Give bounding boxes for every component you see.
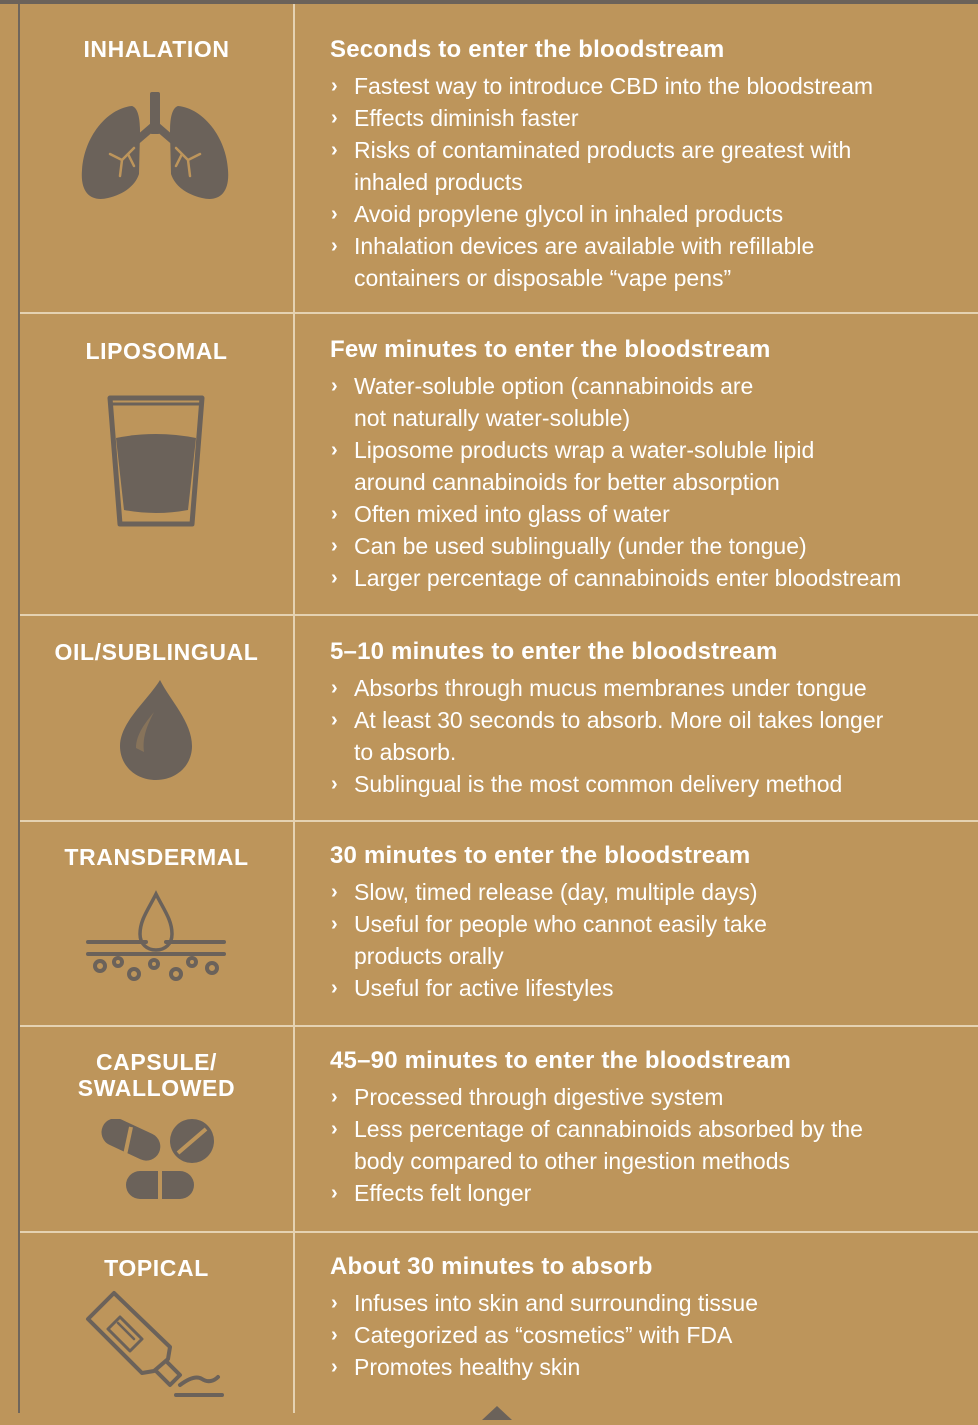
chevron-right-icon: › — [331, 1118, 338, 1140]
list-item: › Larger percentage of cannabinoids enter bloodstream — [330, 562, 978, 594]
details-list — [330, 1081, 970, 1209]
list-item: › Processed through digestive system — [330, 1081, 970, 1113]
column-divider — [293, 4, 295, 1413]
delivery-row-inhalation — [20, 4, 978, 314]
absorption-time-heading: 45–90 minutes to enter the bloodstream — [330, 1047, 792, 1074]
method-details — [330, 1251, 970, 1383]
list-item: › Liposome products wrap a water-soluble lipid around cannabinoids for better absorption — [330, 434, 884, 498]
chevron-right-icon: › — [331, 1324, 338, 1346]
method-details — [330, 1045, 970, 1209]
chevron-right-icon: › — [331, 203, 338, 225]
delivery-row-oil-sublingual — [20, 616, 978, 822]
chevron-right-icon: › — [331, 1292, 338, 1314]
delivery-row-topical — [20, 1233, 978, 1413]
list-item: › Fastest way to introduce CBD into the bloodstream — [330, 70, 970, 102]
chevron-right-icon: › — [331, 439, 338, 461]
details-list — [330, 1287, 970, 1383]
absorption-time-heading: Few minutes to enter the bloodstream — [330, 336, 771, 363]
chevron-right-icon: › — [331, 567, 338, 589]
absorption-time-heading: 30 minutes to enter the bloodstream — [330, 842, 751, 869]
list-item: › Useful for active lifestyles — [330, 972, 970, 1004]
chevron-right-icon: › — [331, 913, 338, 935]
list-item: › At least 30 seconds to absorb. More oil takes longer to absorb. — [330, 704, 884, 768]
list-item: › Absorbs through mucus membranes under tongue — [330, 672, 970, 704]
list-item: › Sublingual is the most common delivery method — [330, 768, 970, 800]
details-list — [330, 672, 970, 800]
bottom-tab-marker — [482, 1406, 512, 1420]
list-item: › Effects diminish faster — [330, 102, 970, 134]
list-item: › Inhalation devices are available with refillable containers or disposable “vape pens” — [330, 230, 894, 294]
chevron-right-icon: › — [331, 139, 338, 161]
chevron-right-icon: › — [331, 503, 338, 525]
chevron-right-icon: › — [331, 75, 338, 97]
chevron-right-icon: › — [331, 773, 338, 795]
chevron-right-icon: › — [331, 107, 338, 129]
method-details — [330, 636, 970, 800]
method-label: OIL/SUBLINGUAL — [54, 639, 259, 665]
method-details — [330, 334, 970, 594]
lungs-icon — [80, 92, 230, 204]
method-label: CAPSULE/ SWALLOWED — [77, 1049, 236, 1101]
list-item: › Infuses into skin and surrounding tissue — [330, 1287, 970, 1319]
absorption-time-heading: Seconds to enter the bloodstream — [330, 36, 725, 63]
chevron-right-icon: › — [331, 1086, 338, 1108]
skin-absorption-icon — [86, 890, 226, 982]
delivery-row-transdermal — [20, 822, 978, 1027]
chevron-right-icon: › — [331, 235, 338, 257]
list-item: › Less percentage of cannabinoids absorbed by the body compared to other ingestion methods — [330, 1113, 914, 1177]
list-item: › Effects felt longer — [330, 1177, 970, 1209]
list-item: › Promotes healthy skin — [330, 1351, 970, 1383]
chevron-right-icon: › — [331, 709, 338, 731]
list-item: › Often mixed into glass of water — [330, 498, 970, 530]
chevron-right-icon: › — [331, 1356, 338, 1378]
chevron-right-icon: › — [331, 375, 338, 397]
oil-drop-icon — [118, 678, 194, 782]
delivery-row-liposomal — [20, 314, 978, 616]
method-details — [330, 840, 970, 1004]
pills-icon — [98, 1119, 216, 1203]
chevron-right-icon: › — [331, 881, 338, 903]
absorption-time-heading: About 30 minutes to absorb — [330, 1253, 653, 1280]
list-item: › Can be used sublingually (under the tongue) — [330, 530, 970, 562]
list-item: › Categorized as “cosmetics” with FDA — [330, 1319, 970, 1351]
chevron-right-icon: › — [331, 677, 338, 699]
list-item: › Useful for people who cannot easily take products orally — [330, 908, 854, 972]
list-item: › Avoid propylene glycol in inhaled products — [330, 198, 970, 230]
cream-tube-icon — [84, 1289, 226, 1399]
details-list — [330, 370, 970, 594]
method-label: LIPOSOMAL — [85, 338, 228, 364]
glass-of-water-icon — [106, 394, 206, 530]
chevron-right-icon: › — [331, 1182, 338, 1204]
list-item: › Risks of contaminated products are greatest with inhaled products — [330, 134, 874, 198]
list-item: › Slow, timed release (day, multiple days) — [330, 876, 970, 908]
details-list — [330, 70, 970, 294]
method-details — [330, 34, 970, 294]
method-label: TRANSDERMAL — [64, 844, 249, 870]
list-item: › Water-soluble option (cannabinoids are not naturally water-soluble) — [330, 370, 774, 434]
method-label: TOPICAL — [104, 1255, 209, 1281]
absorption-time-heading: 5–10 minutes to enter the bloodstream — [330, 638, 778, 665]
chevron-right-icon: › — [331, 977, 338, 999]
method-label: INHALATION — [83, 36, 230, 62]
delivery-row-capsule — [20, 1027, 978, 1233]
details-list — [330, 876, 970, 1004]
chevron-right-icon: › — [331, 535, 338, 557]
